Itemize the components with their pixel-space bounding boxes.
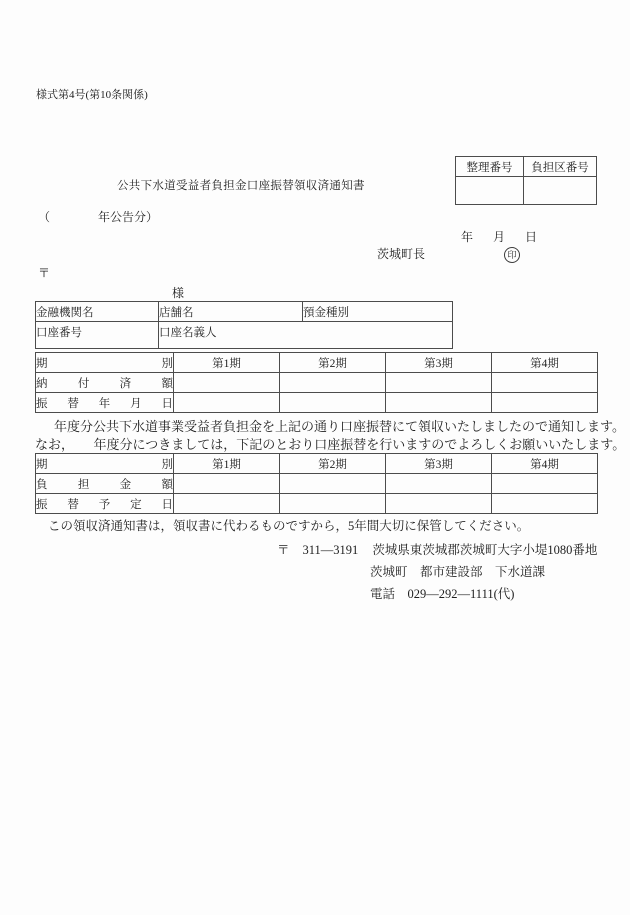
addressee-postal-mark: 〒 <box>38 266 51 280</box>
body-text-line1: 年度分公共下水道事業受益者負担金を上記の通り口座振替にて領収いたしましたので通知します。 <box>54 419 625 434</box>
paid-amount-cell <box>386 373 492 393</box>
planned-date-cell <box>174 494 280 514</box>
bank-name-cell: 金融機関名 <box>36 302 159 322</box>
period-header-label: 期 別 <box>36 454 174 474</box>
period-header-row <box>36 353 598 373</box>
footer-postal-code: 311—3191 <box>302 543 359 557</box>
form-number: 様式第4号(第10条関係) <box>36 89 148 101</box>
footer-department: 茨城町 都市建設部 下水道課 <box>370 565 546 579</box>
planned-transfer-table <box>35 453 598 514</box>
account-holder-cell: 口座名義人 <box>159 322 453 349</box>
planned-date-label: 振替予定日 <box>36 494 174 514</box>
transfer-date-label: 振替年月日 <box>36 393 174 413</box>
footer-postal-mark: 〒 <box>277 543 290 557</box>
levy-amount-cell <box>492 474 598 494</box>
branch-name-cell: 店舗名 <box>159 302 303 322</box>
reference-number-table <box>455 156 597 205</box>
deposit-type-cell: 預金種別 <box>303 302 453 322</box>
transfer-date-cell <box>492 393 598 413</box>
levy-amount-cell <box>386 474 492 494</box>
account-number-cell: 口座番号 <box>36 322 159 349</box>
paid-amount-label: 納付済額 <box>36 373 174 393</box>
district-number-cell <box>524 177 597 205</box>
account-row <box>36 322 453 349</box>
transfer-date-cell <box>280 393 386 413</box>
bank-account-table <box>35 301 453 349</box>
announcement-year-line <box>38 208 158 225</box>
district-number-header: 負担区番号 <box>524 157 597 177</box>
paid-amount-cell <box>280 373 386 393</box>
footer-phone: 電話 029—292—1111(代) <box>370 587 515 601</box>
footer-address-line <box>277 540 597 558</box>
reference-number-cell <box>456 177 524 205</box>
levy-amount-label: 負担金額 <box>36 474 174 494</box>
mayor-label: 茨城町長 <box>377 247 426 261</box>
reference-header-row <box>456 157 597 177</box>
retention-note: この領収済通知書は，領収書に代わるものですから，5年間大切に保管してください。 <box>48 519 530 533</box>
planned-date-row <box>36 494 598 514</box>
planned-date-cell <box>386 494 492 514</box>
bank-row <box>36 302 453 322</box>
paid-amount-cell <box>492 373 598 393</box>
paid-amount-cell <box>174 373 280 393</box>
reference-number-header: 整理番号 <box>456 157 524 177</box>
announcement-label: 年公告分） <box>98 210 159 224</box>
period-2-header: 第2期 <box>280 454 386 474</box>
date-line: 年 月 日 <box>461 230 542 244</box>
paid-amount-row <box>36 373 598 393</box>
period-header-label: 期 別 <box>36 353 174 373</box>
transfer-date-cell <box>386 393 492 413</box>
period-4-header: 第4期 <box>492 454 598 474</box>
levy-amount-row <box>36 474 598 494</box>
reference-value-row <box>456 177 597 205</box>
transfer-date-row <box>36 393 598 413</box>
seal-icon: 印 <box>504 247 520 263</box>
levy-amount-cell <box>174 474 280 494</box>
period-1-header: 第1期 <box>174 353 280 373</box>
transfer-date-cell <box>174 393 280 413</box>
period-header-row <box>36 454 598 474</box>
footer-address: 茨城県東茨城郡茨城町大字小堤1080番地 <box>372 543 598 557</box>
planned-date-cell <box>492 494 598 514</box>
period-4-header: 第4期 <box>492 353 598 373</box>
body-text-line2: なお， 年度分につきましては，下記のとおり口座振替を行いますのでよろしくお願いいたします。 <box>35 437 626 452</box>
mayor-line <box>377 245 520 263</box>
period-1-header: 第1期 <box>174 454 280 474</box>
planned-date-cell <box>280 494 386 514</box>
period-3-header: 第3期 <box>386 353 492 373</box>
levy-amount-cell <box>280 474 386 494</box>
addressee-suffix: 様 <box>172 286 185 300</box>
open-paren: （ <box>38 210 51 224</box>
form-title: 公共下水道受益者負担金口座振替領収済通知書 <box>117 180 365 192</box>
period-3-header: 第3期 <box>386 454 492 474</box>
received-amount-table <box>35 352 598 413</box>
period-2-header: 第2期 <box>280 353 386 373</box>
